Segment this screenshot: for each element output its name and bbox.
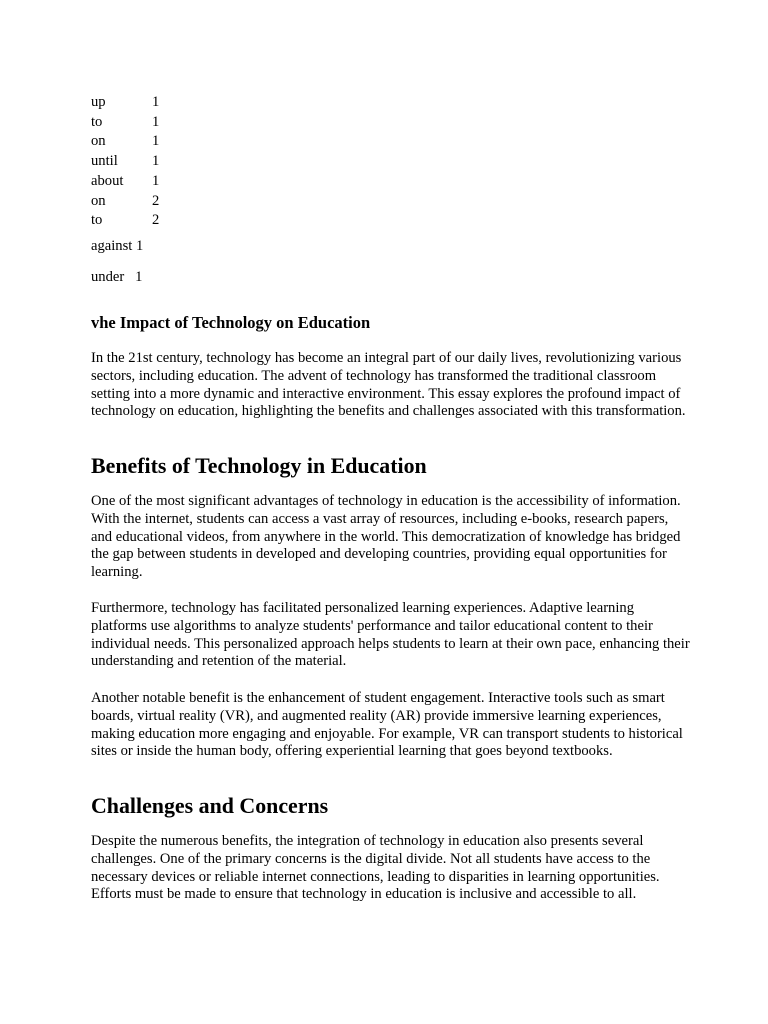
word-cell: on — [91, 133, 106, 150]
table-row — [91, 211, 159, 231]
table-row — [91, 93, 159, 113]
benefits-heading: Benefits of Technology in Education — [91, 453, 427, 478]
table-row — [91, 192, 159, 212]
benefits-paragraph-3: Another notable benefit is the enhancement of student engagement. Interactive tools such as smart boards, virtual reality (VR), and augmented reality (AR) provide immersive learning experiences, making education more engaging and enjoyable. For example, VR can transport students to historical sites or inside the human body, offering experiential learning that goes beyond textbooks. — [91, 690, 683, 760]
table-row — [91, 172, 159, 192]
word-count-line: against 1 — [91, 238, 144, 254]
challenges-paragraph-1: Despite the numerous benefits, the integration of technology in education also presents several challenges. One of the primary concerns is the digital divide. Not all students have access to the necessary devices or reliable internet connections, leading to disparities in learning opportunities. Efforts must be made to ensure that technology in education is inclusive and accessible to all. — [91, 833, 660, 903]
count-cell: 1 — [152, 172, 160, 189]
challenges-heading: Challenges and Concerns — [91, 793, 329, 818]
word-cell: to — [91, 113, 103, 130]
essay-title: vhe Impact of Technology on Education — [91, 313, 371, 332]
word-cell: up — [91, 94, 106, 110]
table-row — [91, 132, 159, 152]
count-cell: 2 — [152, 212, 160, 229]
word-count-line: under 1 — [91, 269, 143, 285]
benefits-paragraph-1: One of the most significant advantages of technology in education is the accessibility of information. With the internet, students can access a vast array of resources, including e-books, research papers, and educational videos, from anywhere in the world. This democratization of knowledge has bridged the gap between students in developed and developing countries, providing equal opportunities for learning. — [91, 493, 681, 581]
intro-paragraph: In the 21st century, technology has become an integral part of our daily lives, revolutionizing various sectors, including education. The advent of technology has transformed the traditional classroom setting into a more dynamic and interactive environment. This essay explores the profound impact of technology on education, highlighting the benefits and challenges associated with this transformation. — [91, 350, 686, 420]
word-count-table — [91, 93, 159, 231]
word-cell: to — [91, 212, 103, 229]
table-row — [91, 152, 159, 172]
table-row — [91, 113, 159, 133]
count-cell: 1 — [152, 94, 160, 110]
count-cell: 1 — [152, 133, 160, 150]
count-cell: 1 — [152, 153, 160, 170]
count-cell: 1 — [152, 113, 160, 130]
benefits-paragraph-2: Furthermore, technology has facilitated personalized learning experiences. Adaptive learning platforms use algorithms to analyze students' performance and tailor educational content to their individual needs. This personalized approach helps students to learn at their own pace, enhancing their understanding and retention of the material. — [91, 600, 690, 670]
word-cell: on — [91, 192, 106, 209]
word-cell: about — [91, 172, 124, 189]
word-cell: until — [91, 153, 118, 170]
count-cell: 2 — [152, 192, 160, 209]
